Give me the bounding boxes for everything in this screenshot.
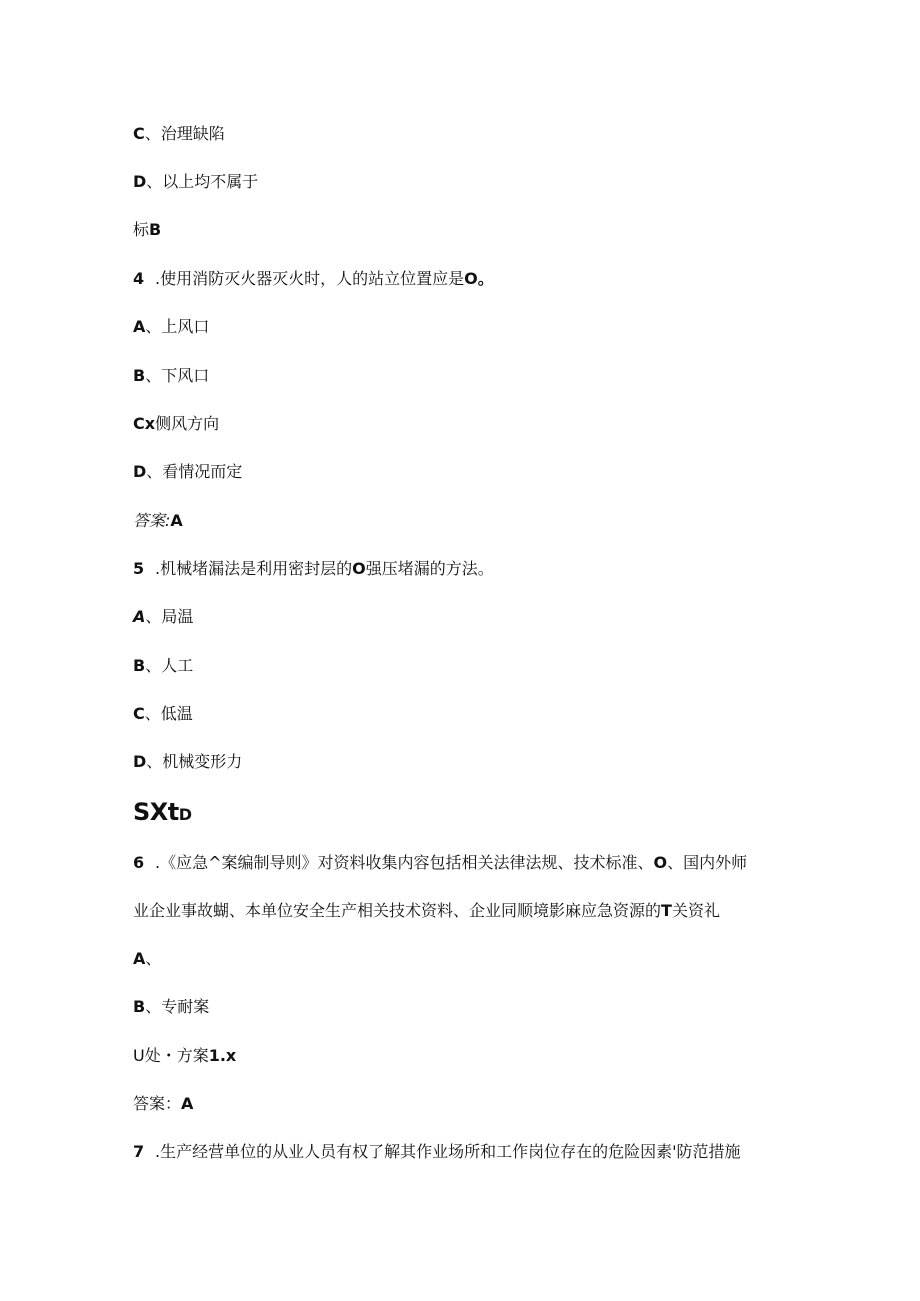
question-number: 7 bbox=[133, 1142, 145, 1161]
option-d bbox=[133, 751, 242, 773]
answer-lead: 标 bbox=[133, 220, 150, 239]
answer-line bbox=[133, 1093, 193, 1115]
option-c bbox=[133, 413, 219, 435]
question-blank: T bbox=[661, 901, 672, 920]
option-letter: D bbox=[133, 172, 147, 191]
option-text: U处・方案 bbox=[133, 1046, 209, 1065]
option-b bbox=[133, 996, 209, 1018]
option-tail: 1.x bbox=[208, 1046, 237, 1065]
option-a bbox=[133, 948, 161, 970]
option-letter: B bbox=[133, 656, 146, 675]
question-4 bbox=[133, 268, 494, 290]
question-text: .生产经营单位的从业人员有权了解其作业场所和工作岗位存在的危险因素'防范措施 bbox=[155, 1142, 741, 1161]
answer-heading-big: SXt bbox=[133, 798, 179, 826]
option-text: 、低温 bbox=[144, 704, 193, 723]
question-blank: O bbox=[653, 853, 668, 872]
option-letter: C bbox=[133, 704, 145, 723]
question-tail: O。 bbox=[464, 269, 494, 288]
question-5 bbox=[133, 558, 494, 580]
option-text: 、局温 bbox=[145, 607, 194, 626]
option-text: 、专耐案 bbox=[145, 997, 210, 1016]
option-text: 侧风方向 bbox=[155, 414, 220, 433]
option-letter: D bbox=[133, 752, 147, 771]
question-text: .机械堵漏法是利用密封层的 bbox=[155, 559, 353, 578]
option-text: 、治理缺陷 bbox=[144, 124, 225, 143]
answer-lead: 答案： bbox=[133, 1094, 182, 1113]
option-letter: A bbox=[133, 317, 146, 336]
option-letter: D bbox=[133, 462, 147, 481]
option-text: 、看情况而定 bbox=[146, 462, 243, 481]
question-number: 6 bbox=[133, 853, 145, 872]
option-letter: A bbox=[133, 607, 146, 626]
option-text: 、人工 bbox=[145, 656, 194, 675]
answer-value: A bbox=[170, 511, 183, 530]
question-text: .使用消防灭火器灭火时，人的站立位置应是 bbox=[155, 269, 465, 288]
option-text: 、上风口 bbox=[145, 317, 210, 336]
option-text: 、以上均不属于 bbox=[146, 172, 259, 191]
option-letter: B bbox=[133, 997, 146, 1016]
option-d bbox=[133, 171, 258, 193]
option-d bbox=[133, 461, 242, 483]
answer-lead: 答案: bbox=[133, 511, 171, 530]
option-text: 、下风口 bbox=[145, 366, 210, 385]
option-letter: Cx bbox=[133, 414, 156, 433]
question-blank: O bbox=[352, 559, 366, 578]
answer-value: A bbox=[181, 1094, 194, 1113]
answer-line bbox=[133, 219, 161, 241]
question-text-cont: 关资礼 bbox=[671, 901, 720, 920]
option-a bbox=[133, 606, 193, 628]
question-text-cont: 、国内外师 bbox=[667, 853, 748, 872]
option-text: 、机械变形力 bbox=[146, 752, 243, 771]
option-a bbox=[133, 316, 209, 338]
question-6-continued bbox=[133, 900, 720, 922]
option-text: 、 bbox=[145, 949, 162, 968]
answer-value: B bbox=[149, 220, 162, 239]
answer-heading bbox=[133, 798, 192, 826]
option-letter: A bbox=[133, 949, 146, 968]
question-text-cont: 强压堵漏的方法。 bbox=[365, 559, 494, 578]
option-b bbox=[133, 365, 209, 387]
question-6 bbox=[133, 852, 747, 874]
option-letter: B bbox=[133, 366, 146, 385]
option-c bbox=[133, 703, 193, 725]
answer-line bbox=[133, 510, 183, 532]
question-text: .《应急^案编制导则》对资料收集内容包括相关法律法规、技术标准、 bbox=[155, 853, 654, 872]
option-letter: C bbox=[133, 124, 145, 143]
option-c bbox=[133, 1045, 236, 1067]
question-number: 5 bbox=[133, 559, 145, 578]
question-7 bbox=[133, 1141, 741, 1163]
question-text: 业企业事故蝴、本单位安全生产相关技术资料、企业同顺境影麻应急资源的 bbox=[133, 901, 662, 920]
option-c bbox=[133, 123, 225, 145]
question-number: 4 bbox=[133, 269, 145, 288]
option-b bbox=[133, 655, 193, 677]
answer-heading-small: D bbox=[178, 805, 192, 824]
